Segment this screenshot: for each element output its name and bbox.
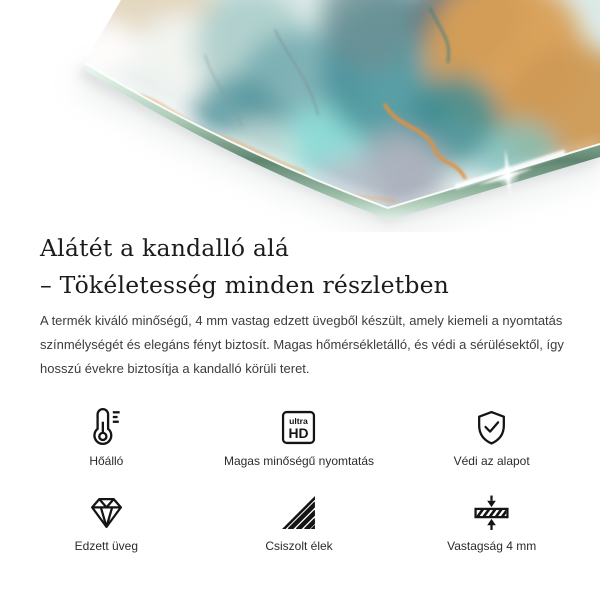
product-description: A termék kiváló minőségű, 4 mm vastag edzett üvegből készült, amely kiemeli a nyomtatás színmélységét és elegáns fényt biztosít. Magas hőmérsékletálló, és védi a sérülésektől, így hosszú évekre biztosítja a kandalló körüli teret. — [40, 313, 564, 376]
feature-polished-edges — [203, 489, 396, 554]
feature-label: Magas minőségű nyomtatás — [223, 454, 375, 468]
thickness-arrows-icon — [474, 494, 509, 531]
ultra-hd-icon — [281, 410, 316, 445]
feature-tempered-glass — [10, 489, 203, 554]
thermometer-icon — [92, 406, 120, 448]
feature-grid — [10, 404, 588, 554]
page-title-line2: – Tökéletesség minden részletben — [40, 271, 450, 299]
product-photo — [0, 0, 600, 232]
page-title — [40, 230, 580, 304]
ultra-hd-icon-text-bottom: HD — [288, 424, 310, 441]
polished-edges-icon — [280, 494, 317, 531]
feature-label: Edzett üveg — [74, 539, 139, 553]
feature-label: Csiszolt élek — [265, 539, 333, 553]
feature-protects-base — [395, 404, 588, 469]
diamond-icon — [87, 495, 126, 530]
feature-heat-resistant — [10, 404, 203, 469]
feature-label: Hőálló — [89, 454, 124, 468]
ultra-hd-icon-text-top: ultra — [289, 415, 309, 426]
feature-print-quality — [203, 404, 396, 469]
feature-label: Vastagság 4 mm — [447, 539, 537, 553]
page-title-line1: Alátét a kandalló alá — [40, 234, 290, 262]
feature-thickness — [395, 489, 588, 554]
shield-check-icon — [474, 409, 509, 446]
feature-label: Védi az alapot — [453, 454, 530, 468]
